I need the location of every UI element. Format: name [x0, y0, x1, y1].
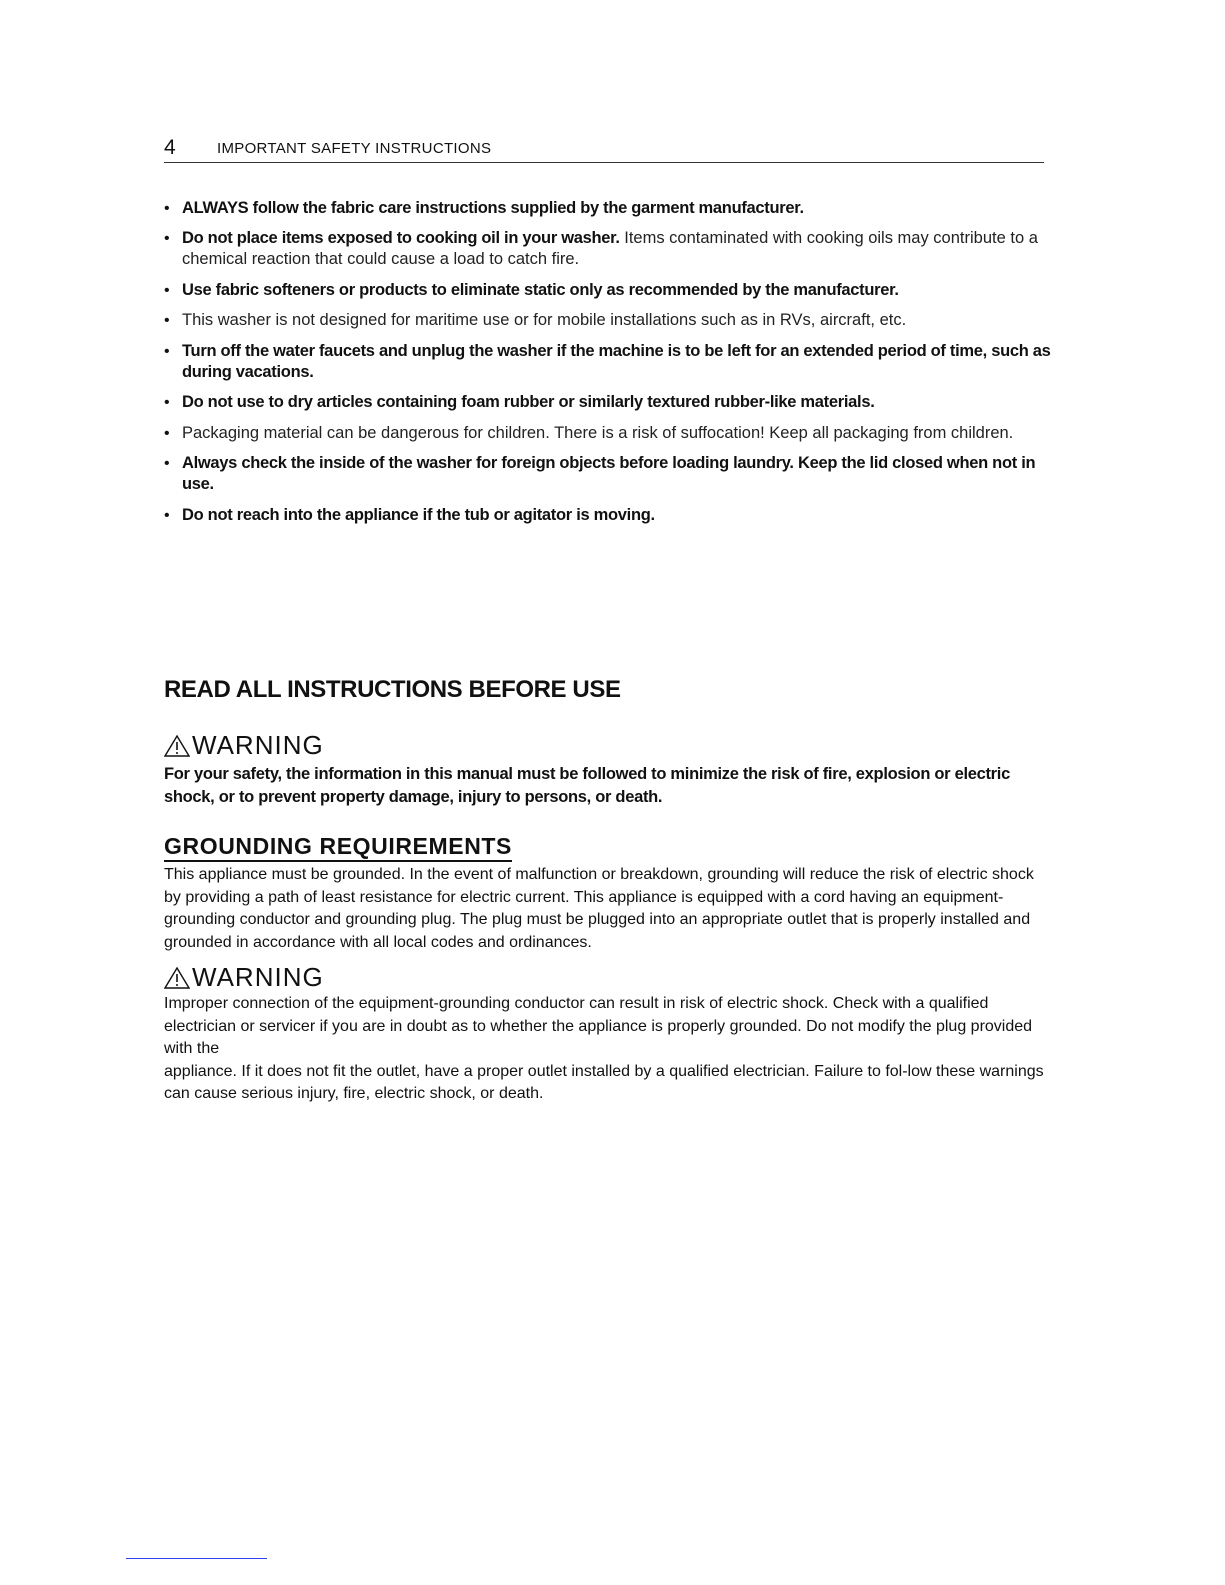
grounding-heading: GROUNDING REQUIREMENTS: [164, 833, 512, 862]
list-item: [164, 505, 1054, 526]
bullet-text: Packaging material can be dangerous for children. There is a risk of suffocation! Keep all packaging from children.: [182, 423, 1014, 442]
footer-divider: [126, 1558, 267, 1559]
list-item: [164, 198, 1054, 219]
warning-triangle-icon: [164, 967, 190, 989]
list-item: [164, 228, 1054, 270]
warning-triangle-icon: [164, 735, 190, 757]
warning-heading: [164, 730, 324, 761]
bullet-bold-text: Always check the inside of the washer for foreign objects before loading laundry. Keep the lid closed when not in use.: [182, 454, 1036, 493]
bullet-bold-text: ALWAYS follow the fabric care instructions supplied by the garment manufacturer.: [182, 199, 804, 217]
grounding-paragraph: This appliance must be grounded. In the event of malfunction or breakdown, grounding will reduce the risk of electric shock by providing a path of least resistance for electric current. This appliance is equipped with a cord having an equipment-grounding conductor and grounding plug. The plug must be plugged into an appropriate outlet that is properly installed and grounded in accordance with all local codes and ordinances.: [164, 866, 1034, 951]
warning-label: WARNING: [192, 730, 324, 760]
safety-bullet-list: [164, 198, 1054, 535]
bullet-text: This washer is not designed for maritime use or for mobile installations such as in RVs, aircraft, etc.: [182, 311, 907, 329]
page-number: 4: [164, 136, 176, 159]
list-item: [164, 310, 1054, 331]
list-item: [164, 423, 1054, 444]
warning-label: WARNING: [192, 962, 324, 992]
read-all-heading: READ ALL INSTRUCTIONS BEFORE USE: [164, 676, 621, 703]
page-header: [164, 136, 1044, 163]
grounding-warning-text-2: appliance. If it does not fit the outlet, have a proper outlet installed by a qualified electrician. Failure to fol-low these warnings can cause serious injury, fire, electric shock, or death.: [164, 1062, 1044, 1102]
warning-heading: [164, 962, 324, 993]
bullet-bold-text: Do not reach into the appliance if the tub or agitator is moving.: [182, 505, 655, 524]
list-item: [164, 280, 1054, 301]
header-title: IMPORTANT SAFETY INSTRUCTIONS: [217, 140, 492, 157]
list-item: [164, 453, 1054, 495]
grounding-warning-paragraph: [164, 993, 1054, 1106]
safety-warning-text: For your safety, the information in this manual must be followed to minimize the risk of fire, explosion or electric shock, or to prevent property damage, injury to persons, or death.: [164, 765, 1010, 806]
list-item: [164, 392, 1054, 413]
bullet-bold-text: Turn off the water faucets and unplug the washer if the machine is to be left for an extended period of time, such as during vacations.: [182, 341, 1051, 381]
grounding-warning-text-1: Improper connection of the equipment-grounding conductor can result in risk of electric shock. Check with a qualified electrician or servicer if you are in doubt as to whether the appliance is properly grounded. Do not modify the plug provided with the: [164, 995, 1033, 1057]
bullet-bold-text: Do not place items exposed to cooking oil in your washer.: [182, 229, 620, 247]
list-item: [164, 341, 1054, 383]
bullet-bold-text: Do not use to dry articles containing foam rubber or similarly textured rubber-like materials.: [182, 393, 875, 411]
bullet-text: Items contaminated with cooking oils may contribute to a chemical reaction that could cause a load to catch fire.: [182, 229, 1038, 268]
bullet-bold-text: Use fabric softeners or products to eliminate static only as recommended by the manufacturer.: [182, 280, 899, 299]
